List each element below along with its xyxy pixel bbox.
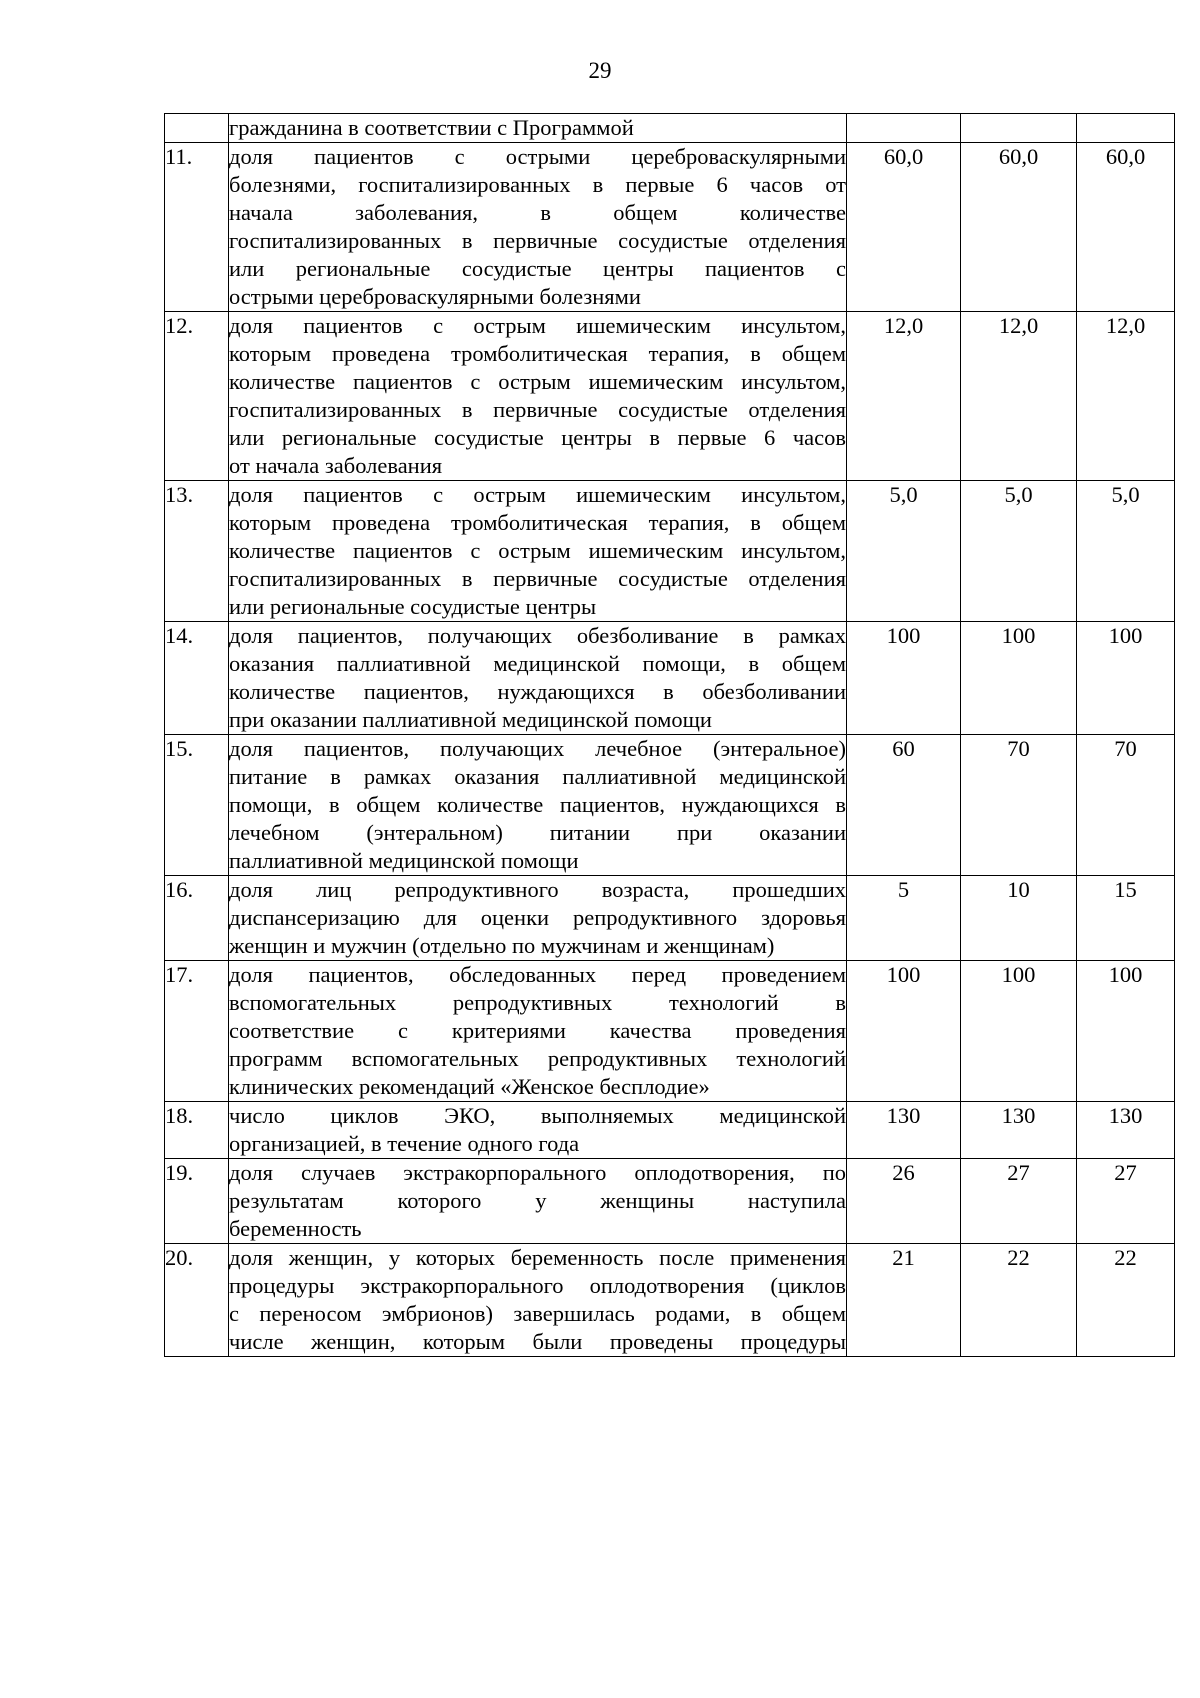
description-line: с переносом эмбрионов) завершилась родами, в общем (229, 1301, 846, 1326)
target-value-year-2 (961, 114, 1077, 143)
target-value-year-3 (1077, 114, 1175, 143)
description-line: женщин и мужчин (отдельно по мужчинам и женщинам) (229, 933, 775, 958)
description-line: или региональные сосудистые центры в первые 6 часов (229, 425, 846, 450)
table-row (165, 1159, 1175, 1244)
target-value-year-2: 5,0 (961, 481, 1077, 622)
description-line: болезнями, госпитализированных в первые 6 часов от (229, 172, 846, 197)
description-line: доля случаев экстракорпорального оплодотворения, по (229, 1160, 846, 1185)
description-line: организацией, в течение одного года (229, 1131, 580, 1156)
description-line: количестве пациентов с острым ишемическим инсультом, (229, 369, 846, 394)
description-line: доля лиц репродуктивного возраста, прошедших (229, 877, 846, 902)
target-value-year-3: 22 (1077, 1244, 1175, 1357)
indicator-description (229, 876, 847, 961)
description-line: госпитализированных в первичные сосудистые отделения (229, 228, 846, 253)
row-number: 14. (165, 622, 229, 735)
description-line: число циклов ЭКО, выполняемых медицинской (229, 1103, 846, 1128)
description-line: или региональные сосудистые центры (229, 594, 597, 619)
row-number: 16. (165, 876, 229, 961)
target-value-year-3: 100 (1077, 622, 1175, 735)
indicator-description (229, 481, 847, 622)
target-value-year-1: 100 (847, 961, 961, 1102)
description-line: числе женщин, которым были проведены процедуры (229, 1329, 846, 1354)
description-line: оказания паллиативной медицинской помощи, в общем (229, 651, 846, 676)
row-number: 12. (165, 312, 229, 481)
row-number (165, 114, 229, 143)
row-number: 11. (165, 143, 229, 312)
description-line: доля пациентов с острым ишемическим инсультом, (229, 313, 846, 338)
indicator-description (229, 622, 847, 735)
table-row (165, 481, 1175, 622)
target-value-year-3: 5,0 (1077, 481, 1175, 622)
description-line: лечебном (энтеральном) питании при оказании (229, 820, 846, 845)
target-value-year-1: 26 (847, 1159, 961, 1244)
indicator-description (229, 1244, 847, 1357)
target-value-year-2: 100 (961, 622, 1077, 735)
target-value-year-1: 5 (847, 876, 961, 961)
target-value-year-3: 70 (1077, 735, 1175, 876)
target-value-year-2: 130 (961, 1102, 1077, 1159)
row-number: 17. (165, 961, 229, 1102)
description-line: помощи, в общем количестве пациентов, нуждающихся в (229, 792, 846, 817)
target-value-year-1: 60,0 (847, 143, 961, 312)
indicator-description (229, 143, 847, 312)
target-value-year-2: 27 (961, 1159, 1077, 1244)
description-line: госпитализированных в первичные сосудистые отделения (229, 566, 846, 591)
row-number: 15. (165, 735, 229, 876)
description-line: доля пациентов с острым ишемическим инсультом, (229, 482, 846, 507)
indicator-description (229, 1102, 847, 1159)
target-value-year-1: 60 (847, 735, 961, 876)
target-value-year-2: 10 (961, 876, 1077, 961)
target-value-year-1: 5,0 (847, 481, 961, 622)
indicators-table (164, 113, 1175, 1357)
description-line: при оказании паллиативной медицинской помощи (229, 707, 712, 732)
description-line: результатам которого у женщины наступила (229, 1188, 846, 1213)
target-value-year-3: 130 (1077, 1102, 1175, 1159)
target-value-year-1 (847, 114, 961, 143)
table-row (165, 1102, 1175, 1159)
table-row (165, 114, 1175, 143)
description-line: начала заболевания, в общем количестве (229, 200, 846, 225)
target-value-year-2: 22 (961, 1244, 1077, 1357)
target-value-year-3: 27 (1077, 1159, 1175, 1244)
target-value-year-2: 100 (961, 961, 1077, 1102)
target-value-year-3: 60,0 (1077, 143, 1175, 312)
target-value-year-1: 100 (847, 622, 961, 735)
description-line: питание в рамках оказания паллиативной медицинской (229, 764, 846, 789)
row-number: 18. (165, 1102, 229, 1159)
target-value-year-2: 60,0 (961, 143, 1077, 312)
description-line: беременность (229, 1216, 362, 1241)
description-line: гражданина в соответствии с Программой (229, 115, 634, 140)
indicator-description (229, 312, 847, 481)
table-row (165, 1244, 1175, 1357)
row-number: 20. (165, 1244, 229, 1357)
target-value-year-2: 12,0 (961, 312, 1077, 481)
target-value-year-2: 70 (961, 735, 1077, 876)
description-line: количестве пациентов с острым ишемическим инсультом, (229, 538, 846, 563)
description-line: паллиативной медицинской помощи (229, 848, 579, 873)
indicator-description (229, 735, 847, 876)
description-line: которым проведена тромболитическая терапия, в общем (229, 341, 846, 366)
description-line: доля пациентов, получающих обезболивание в рамках (229, 623, 846, 648)
description-line: количестве пациентов, нуждающихся в обезболивании (229, 679, 846, 704)
description-line: программ вспомогательных репродуктивных технологий (229, 1046, 846, 1071)
description-line: которым проведена тромболитическая терапия, в общем (229, 510, 846, 535)
indicator-description (229, 114, 847, 143)
description-line: диспансеризацию для оценки репродуктивного здоровья (229, 905, 846, 930)
description-line: доля пациентов, получающих лечебное (энтеральное) (229, 736, 846, 761)
indicators-table-body (165, 114, 1175, 1357)
description-line: доля женщин, у которых беременность после применения (229, 1245, 846, 1270)
description-line: соответствие с критериями качества проведения (229, 1018, 846, 1043)
target-value-year-3: 15 (1077, 876, 1175, 961)
description-line: доля пациентов, обследованных перед проведением (229, 962, 846, 987)
target-value-year-3: 100 (1077, 961, 1175, 1102)
page-number: 29 (588, 58, 612, 83)
indicator-description (229, 1159, 847, 1244)
row-number: 19. (165, 1159, 229, 1244)
description-line: доля пациентов с острыми цереброваскулярными (229, 144, 846, 169)
target-value-year-1: 21 (847, 1244, 961, 1357)
description-line: или региональные сосудистые центры пациентов с (229, 256, 846, 281)
table-row (165, 312, 1175, 481)
table-row (165, 143, 1175, 312)
table-row (165, 876, 1175, 961)
table-row (165, 622, 1175, 735)
description-line: вспомогательных репродуктивных технологий в (229, 990, 846, 1015)
description-line: процедуры экстракорпорального оплодотворения (циклов (229, 1273, 846, 1298)
indicator-description (229, 961, 847, 1102)
row-number: 13. (165, 481, 229, 622)
table-row (165, 961, 1175, 1102)
target-value-year-1: 12,0 (847, 312, 961, 481)
description-line: госпитализированных в первичные сосудистые отделения (229, 397, 846, 422)
description-line: острыми цереброваскулярными болезнями (229, 284, 641, 309)
description-line: от начала заболевания (229, 453, 443, 478)
target-value-year-3: 12,0 (1077, 312, 1175, 481)
table-row (165, 735, 1175, 876)
target-value-year-1: 130 (847, 1102, 961, 1159)
description-line: клинических рекомендаций «Женское бесплодие» (229, 1074, 710, 1099)
